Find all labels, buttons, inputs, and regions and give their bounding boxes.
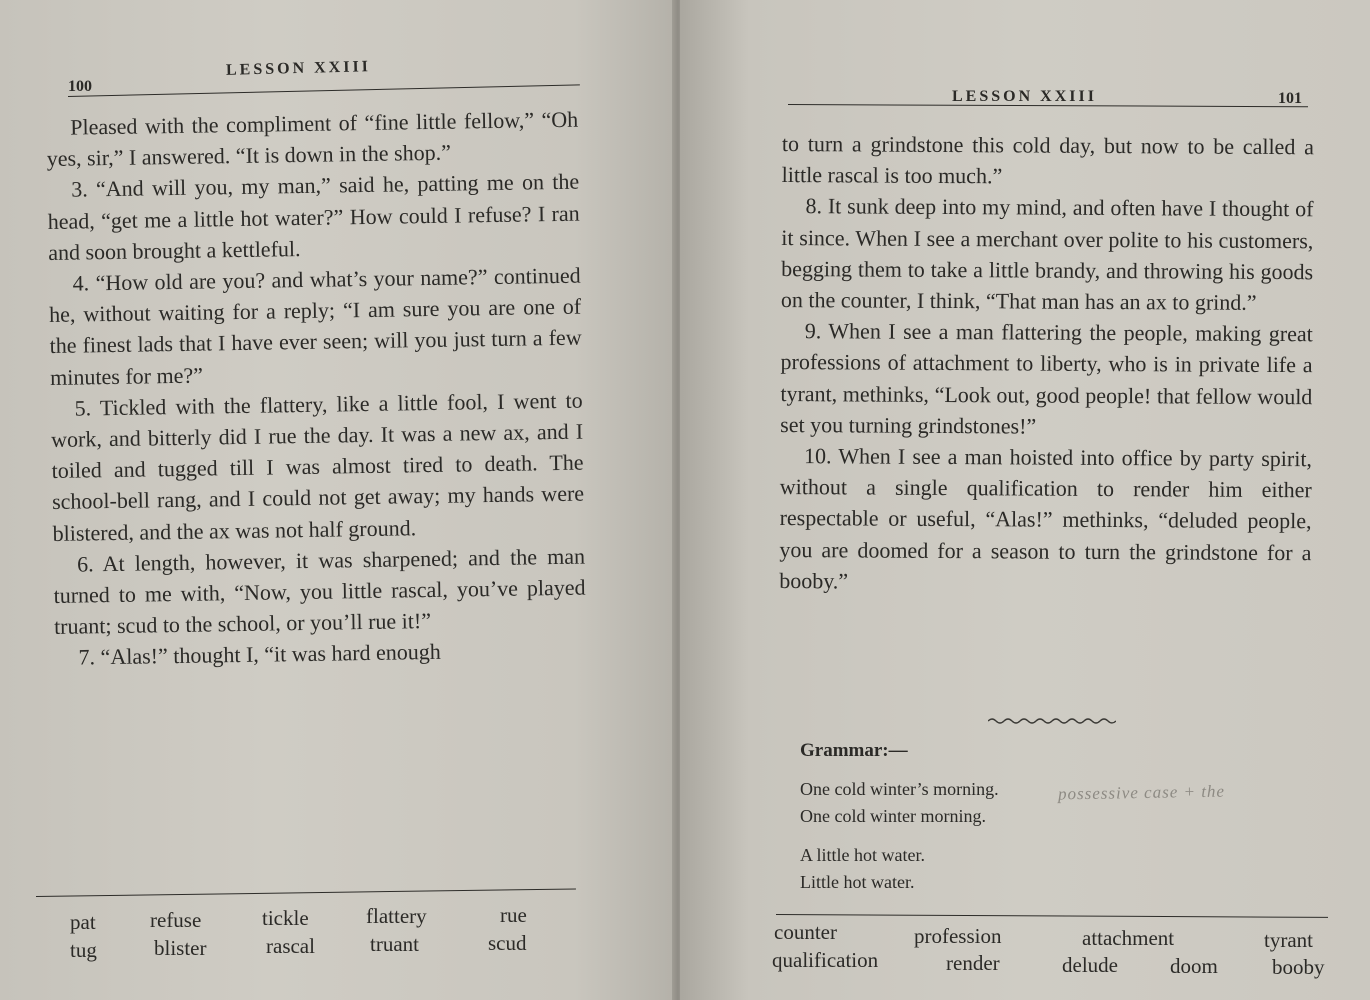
left-paragraph: 6. At length, however, it was sharpened; and the man turned to me with, “Now, you little rascal, you’ve played truant; scud to the school, or you’ll rue it!” [53,543,586,640]
left-paragraph: 7. “Alas!” thought I, “it was hard enough [78,639,442,671]
vocab-word: refuse [150,908,202,932]
vocab-word: scud [488,931,527,955]
grammar-example: One cold winter morning. [800,806,986,826]
left-body-text [46,104,587,674]
vocab-word: doom [1170,954,1218,978]
grammar-example: Little hot water. [800,872,915,892]
right-paragraph: 10. When I see a man hoisted into office by party spirit, without a single qualification to render him either respectable or useful, “Alas!” methinks, “deluded people, you are doomed for a season to turn the grindstone for a booby.” [779,443,1313,594]
vocab-word: truant [370,932,419,956]
right-paragraph: to turn a grindstone this cold day, but now to be called a little rascal is too much.” [781,130,1314,189]
grammar-section [800,740,999,896]
vocab-word: blister [154,936,207,960]
grammar-example: A little hot water. [800,845,925,865]
right-paragraph: 9. When I see a man flattering the people, making great professions of attachment to liberty, who is in private life a tyrant, methinks, “Look out, good people! that fellow would set you turning grindstones!” [780,318,1313,439]
right-page-number: 101 [1278,90,1302,107]
vocab-word: rue [500,903,527,927]
vocab-word: tyrant [1264,928,1313,952]
left-paragraph: 5. Tickled with the flattery, like a little fool, I went to work, and bitterly did I rue the day. It was a new ax, and I toiled and tugged till I was almost tired to death. The school-bell rang, and I could not get away; my hands were blistered, and the ax was not half ground. [50,387,585,546]
left-paragraph: Pleased with the compliment of “fine little fellow,” “Oh yes, sir,” I answered. “It is down in the shop.” [46,106,579,172]
vocab-word: profession [914,924,1002,948]
vocab-word: rascal [266,934,315,958]
right-body-text [779,128,1314,599]
right-paragraph: 8. It sunk deep into my mind, and often have I thought of it since. When I see a merchant over polite to his customers, begging them to take a little brandy, and throwing his goods on the counter, I think, “That man has an ax to grind.” [780,193,1314,315]
left-running-head: LESSON XXIII [225,58,372,79]
vocab-word: render [946,951,1000,975]
vocab-word: flattery [366,904,427,928]
section-divider-ornament [988,716,1116,726]
vocab-word: delude [1062,953,1118,977]
vocab-word: tug [70,938,97,962]
vocab-word: attachment [1082,926,1175,950]
vocab-word: qualification [772,948,879,972]
left-page-number: 100 [68,78,92,95]
left-paragraph: 4. “How old are you? and what’s your name?” continued he, without waiting for a reply; “I am sure you are one of the finest lads that I have ever seen; will you just turn a few minutes for me?” [48,262,582,390]
vocab-word: booby [1272,955,1325,979]
right-running-head: LESSON XXIII [952,88,1097,105]
grammar-title: Grammar:— [800,740,908,761]
left-paragraph: 3. “And will you, my man,” said he, patting me on the head, “get me a little hot water?” How could I refuse? I ran and soon brought a kettleful. [47,169,580,265]
pencil-annotation: possessive case + the [1057,781,1226,804]
vocab-word: tickle [262,906,309,930]
vocab-word: pat [70,910,96,934]
vocab-word: counter [774,920,837,944]
grammar-example: One cold winter’s morning. [800,779,999,799]
